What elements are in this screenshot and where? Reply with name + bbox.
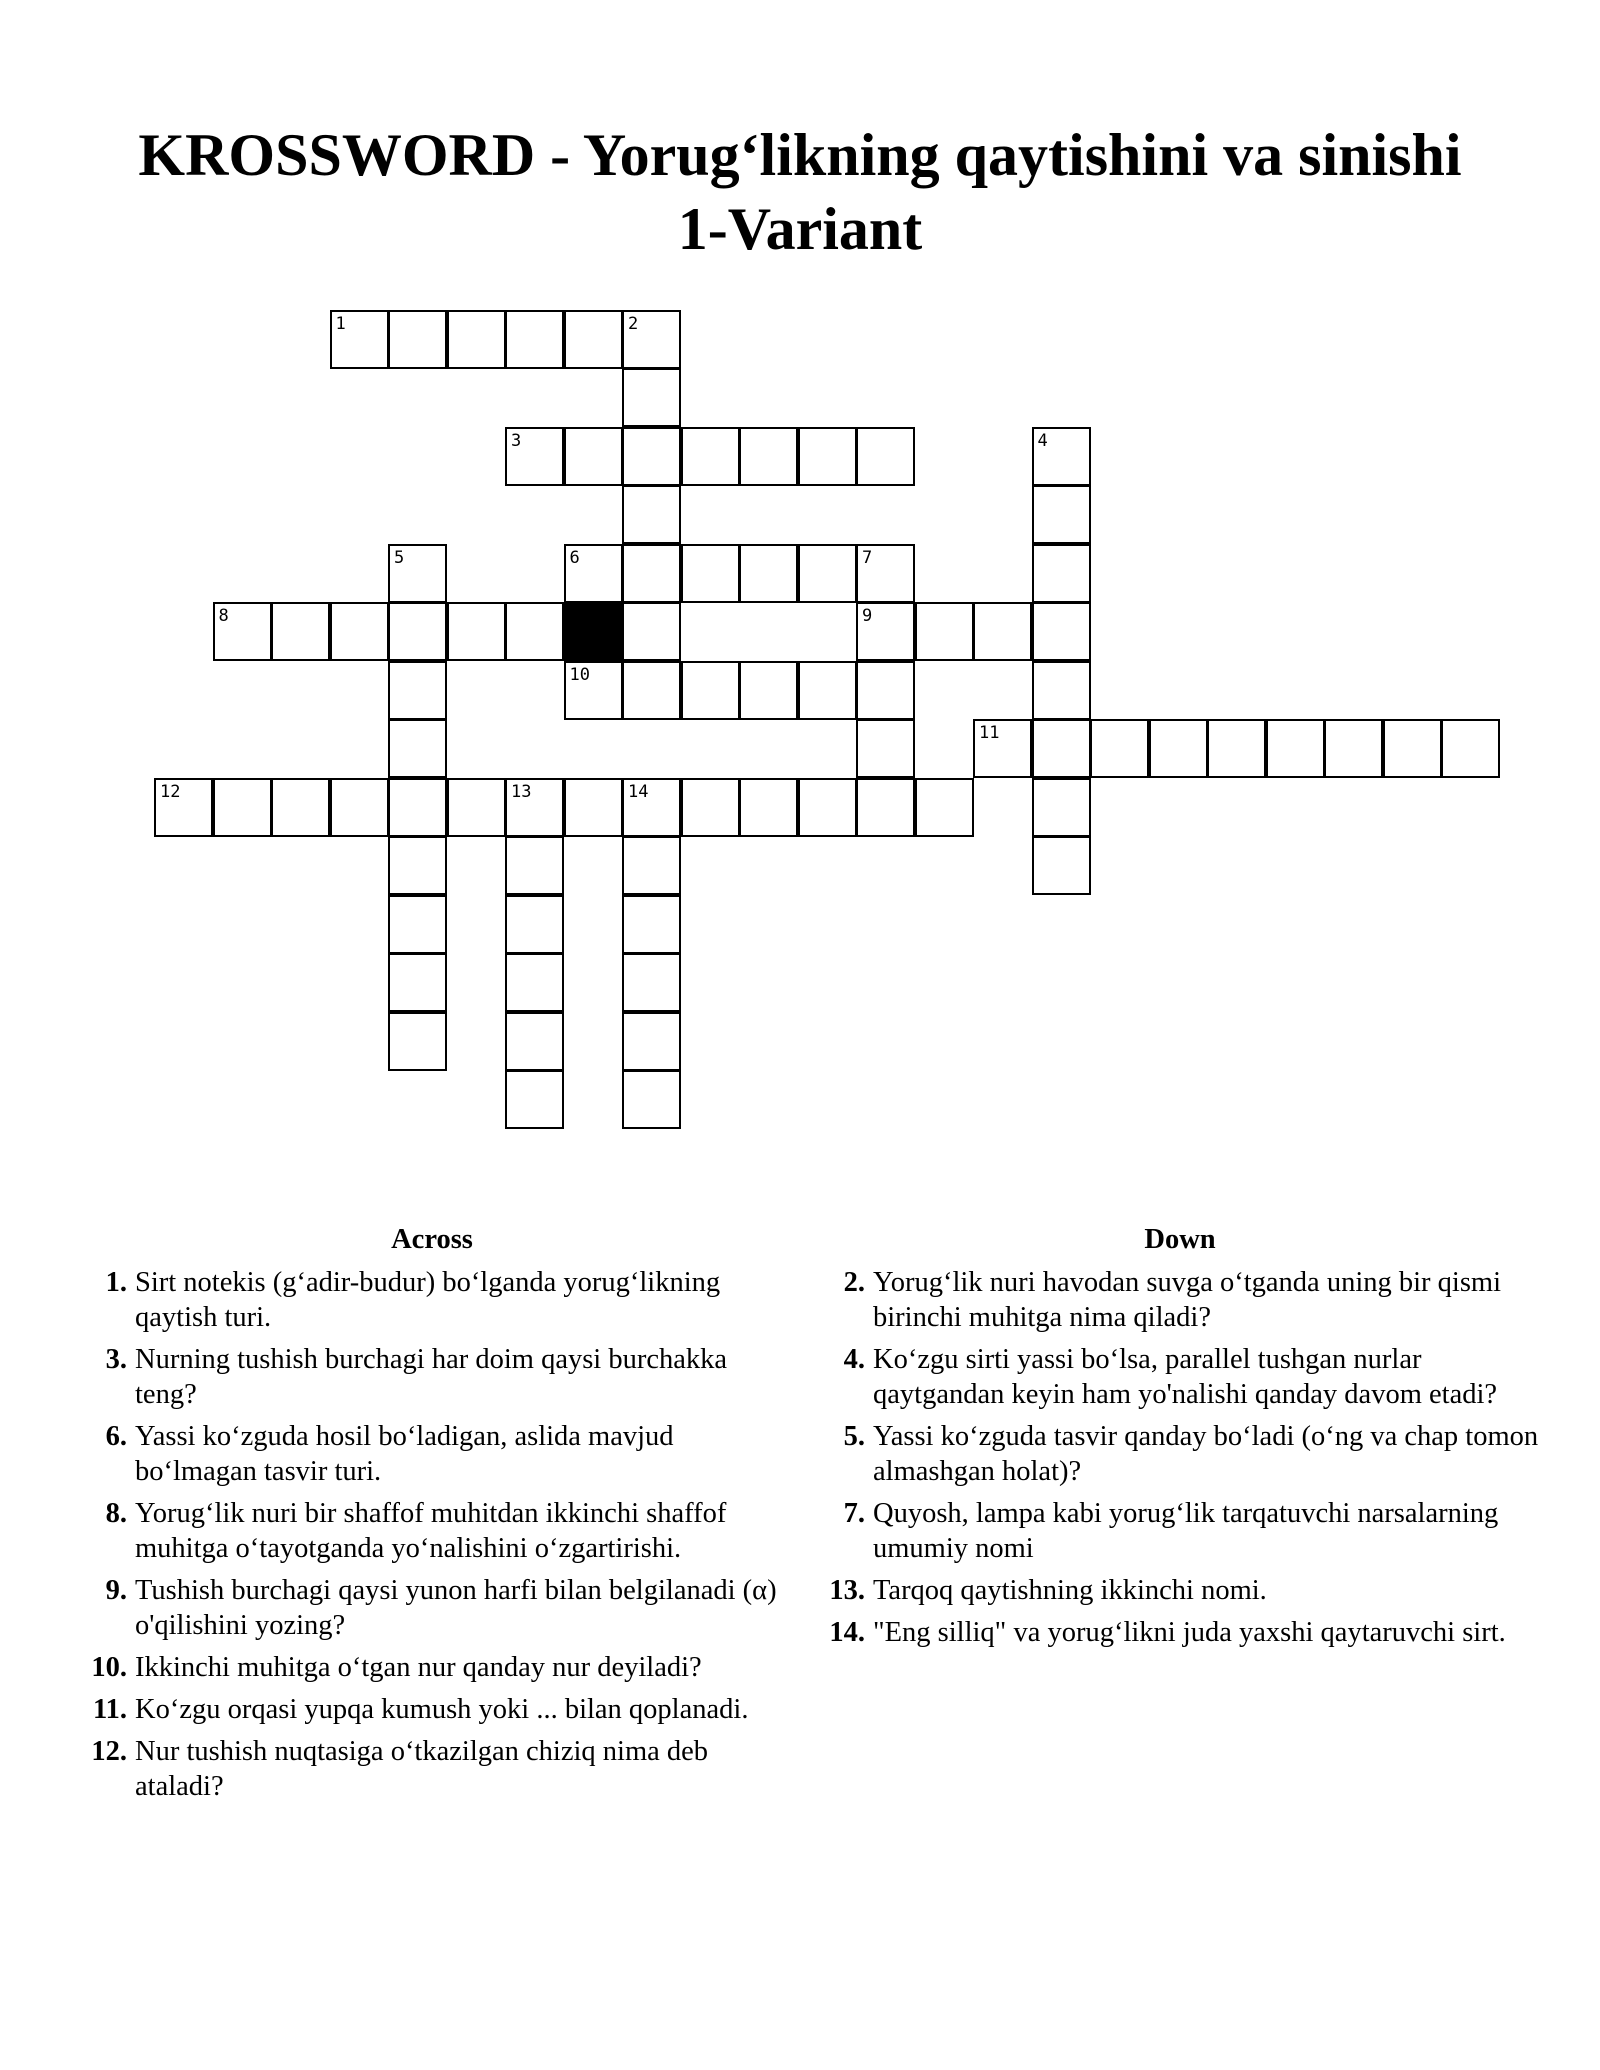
crossword-cell[interactable] bbox=[388, 895, 447, 954]
clue-number: 4. bbox=[843, 1344, 865, 1375]
across-heading: Across bbox=[391, 1224, 473, 1255]
clue-text: Ikkinchi muhitga oʻtgan nur qanday nur deyiladi? bbox=[135, 1652, 702, 1683]
crossword-cell[interactable] bbox=[798, 778, 857, 837]
cell-number: 3 bbox=[511, 430, 522, 451]
crossword-cell[interactable] bbox=[622, 661, 681, 720]
crossword-cell[interactable] bbox=[1149, 719, 1208, 778]
crossword-cell[interactable] bbox=[330, 778, 389, 837]
clue-text: Yassi koʻzguda tasvir qanday boʻladi (oʻng va chap tomon almashgan holat)? bbox=[873, 1421, 1539, 1487]
crossword-cell[interactable] bbox=[388, 1012, 447, 1071]
crossword-cell[interactable] bbox=[915, 602, 974, 661]
crossword-cell[interactable] bbox=[622, 427, 681, 486]
across-clue bbox=[82, 1573, 782, 1643]
crossword-cell[interactable] bbox=[739, 544, 798, 603]
crossword-cell[interactable] bbox=[271, 602, 330, 661]
down-clue bbox=[820, 1496, 1540, 1566]
crossword-cell[interactable] bbox=[505, 1012, 564, 1071]
down-clue bbox=[820, 1419, 1540, 1489]
crossword-cell[interactable] bbox=[622, 485, 681, 544]
clue-text: Nur tushish nuqtasiga oʻtkazilgan chiziq nima deb ataladi? bbox=[135, 1736, 709, 1802]
down-heading: Down bbox=[1144, 1224, 1216, 1255]
crossword-cell[interactable] bbox=[388, 836, 447, 895]
crossword-cell[interactable] bbox=[213, 602, 272, 661]
crossword-cell[interactable] bbox=[856, 778, 915, 837]
crossword-cell[interactable] bbox=[856, 544, 915, 603]
crossword-cell[interactable] bbox=[564, 427, 623, 486]
clue-text: Tarqoq qaytishning ikkinchi nomi. bbox=[873, 1575, 1267, 1606]
crossword-cell[interactable] bbox=[388, 778, 447, 837]
crossword-cell[interactable] bbox=[681, 661, 740, 720]
crossword-cell[interactable] bbox=[154, 778, 213, 837]
clue-number: 6. bbox=[105, 1421, 127, 1452]
across-clue bbox=[82, 1692, 782, 1727]
crossword-cell[interactable] bbox=[388, 310, 447, 369]
crossword-cell[interactable] bbox=[505, 836, 564, 895]
crossword-cell[interactable] bbox=[798, 544, 857, 603]
crossword-cell[interactable] bbox=[447, 310, 506, 369]
crossword-cell[interactable] bbox=[388, 602, 447, 661]
crossword-cell[interactable] bbox=[1032, 602, 1091, 661]
crossword-cell[interactable] bbox=[681, 778, 740, 837]
clue-text: Tushish burchagi qaysi yunon harfi bilan belgilanadi (α) o'qilishini yozing? bbox=[135, 1575, 777, 1641]
across-clue bbox=[82, 1265, 782, 1335]
crossword-cell[interactable] bbox=[856, 719, 915, 778]
clue-text: Yorugʻlik nuri havodan suvga oʻtganda uning bir qismi birinchi muhitga nima qiladi? bbox=[873, 1267, 1502, 1333]
crossword-cell[interactable] bbox=[856, 602, 915, 661]
crossword-cell[interactable] bbox=[973, 719, 1032, 778]
crossword-cell[interactable] bbox=[505, 427, 564, 486]
crossword-cell[interactable] bbox=[798, 661, 857, 720]
crossword-cell[interactable] bbox=[505, 895, 564, 954]
crossword-cell[interactable] bbox=[1383, 719, 1442, 778]
crossword-cell[interactable] bbox=[856, 427, 915, 486]
crossword-cell[interactable] bbox=[622, 836, 681, 895]
crossword-cell[interactable] bbox=[739, 661, 798, 720]
crossword-cell[interactable] bbox=[388, 719, 447, 778]
cell-number: 6 bbox=[569, 547, 580, 568]
crossword-black-cell bbox=[564, 602, 623, 661]
crossword-cell[interactable] bbox=[622, 544, 681, 603]
crossword-cell[interactable] bbox=[330, 602, 389, 661]
crossword-cell[interactable] bbox=[447, 602, 506, 661]
down-clue bbox=[820, 1615, 1540, 1650]
crossword-cell[interactable] bbox=[1266, 719, 1325, 778]
crossword-cell[interactable] bbox=[739, 778, 798, 837]
crossword-cell[interactable] bbox=[622, 953, 681, 1012]
cell-number: 12 bbox=[160, 781, 181, 802]
crossword-cell[interactable] bbox=[915, 778, 974, 837]
clue-text: "Eng silliq" va yorugʻlikni juda yaxshi qaytaruvchi sirt. bbox=[873, 1617, 1506, 1648]
crossword-cell[interactable] bbox=[622, 895, 681, 954]
crossword-cell[interactable] bbox=[564, 661, 623, 720]
clue-text: Nurning tushish burchagi har doim qaysi burchakka teng? bbox=[135, 1344, 728, 1410]
clue-number: 13. bbox=[829, 1575, 865, 1606]
clue-text: Koʻzgu sirti yassi boʻlsa, parallel tushgan nurlar qaytgandan keyin ham yo'nalishi qanday davom etadi? bbox=[873, 1344, 1498, 1410]
crossword-cell[interactable] bbox=[1324, 719, 1383, 778]
clue-number: 9. bbox=[105, 1575, 127, 1606]
crossword-cell[interactable] bbox=[1207, 719, 1266, 778]
across-clue bbox=[82, 1650, 782, 1685]
crossword-cell[interactable] bbox=[564, 310, 623, 369]
down-clues bbox=[820, 1222, 1540, 1657]
crossword-cell[interactable] bbox=[1032, 778, 1091, 837]
crossword-cell[interactable] bbox=[681, 427, 740, 486]
crossword-cell[interactable] bbox=[213, 778, 272, 837]
crossword-cell[interactable] bbox=[1090, 719, 1149, 778]
clue-number: 10. bbox=[91, 1652, 127, 1683]
clue-number: 8. bbox=[105, 1498, 127, 1529]
crossword-cell[interactable] bbox=[1032, 719, 1091, 778]
clue-text: Koʻzgu orqasi yupqa kumush yoki ... bilan qoplanadi. bbox=[135, 1694, 749, 1725]
cell-number: 11 bbox=[979, 723, 1000, 743]
crossword-cell[interactable] bbox=[505, 778, 564, 837]
crossword-cell[interactable] bbox=[447, 778, 506, 837]
crossword-cell[interactable] bbox=[330, 310, 389, 369]
cell-number: 14 bbox=[628, 781, 649, 802]
clue-number: 1. bbox=[105, 1267, 127, 1298]
crossword-cell[interactable] bbox=[973, 602, 1032, 661]
cell-number: 4 bbox=[1037, 430, 1048, 451]
crossword-cell[interactable] bbox=[1032, 661, 1091, 720]
across-clue-list bbox=[82, 1265, 782, 1804]
cell-number: 10 bbox=[569, 664, 590, 685]
crossword-cell[interactable] bbox=[505, 1070, 564, 1129]
crossword-cell[interactable] bbox=[739, 427, 798, 486]
crossword-cell[interactable] bbox=[564, 778, 623, 837]
cell-number: 13 bbox=[511, 781, 532, 802]
crossword-cell[interactable] bbox=[388, 544, 447, 603]
crossword-cell[interactable] bbox=[1032, 485, 1091, 544]
title-line-2: 1-Variant bbox=[677, 196, 923, 262]
down-clue-list bbox=[820, 1265, 1540, 1650]
crossword-cell[interactable] bbox=[1032, 836, 1091, 895]
clue-number: 7. bbox=[843, 1498, 865, 1529]
crossword-cell[interactable] bbox=[1032, 427, 1091, 486]
clue-number: 12. bbox=[91, 1736, 127, 1767]
crossword-cell[interactable] bbox=[505, 953, 564, 1012]
cell-number: 8 bbox=[218, 606, 229, 626]
clue-text: Sirt notekis (gʻadir-budur) boʻlganda yorugʻlikning qaytish turi. bbox=[135, 1267, 721, 1333]
crossword-cell[interactable] bbox=[505, 310, 564, 369]
across-clue bbox=[82, 1342, 782, 1412]
crossword-cell[interactable] bbox=[798, 427, 857, 486]
crossword-cell[interactable] bbox=[388, 661, 447, 720]
down-clue bbox=[820, 1573, 1540, 1608]
crossword-cell[interactable] bbox=[505, 602, 564, 661]
crossword-cell[interactable] bbox=[681, 544, 740, 603]
crossword-cell[interactable] bbox=[622, 368, 681, 427]
across-clue bbox=[82, 1496, 782, 1566]
across-clues bbox=[82, 1222, 782, 1811]
clue-number: 11. bbox=[92, 1694, 127, 1725]
crossword-cell[interactable] bbox=[1032, 544, 1091, 603]
cell-number: 5 bbox=[394, 547, 405, 568]
clue-number: 3. bbox=[105, 1344, 127, 1375]
cell-number: 1 bbox=[335, 313, 346, 334]
crossword-cell[interactable] bbox=[1441, 719, 1500, 778]
across-clue bbox=[82, 1734, 782, 1804]
cell-number: 2 bbox=[628, 313, 639, 334]
crossword-cell[interactable] bbox=[622, 778, 681, 837]
crossword-cell[interactable] bbox=[564, 544, 623, 603]
clue-number: 2. bbox=[843, 1267, 865, 1298]
cell-number: 7 bbox=[862, 547, 873, 568]
crossword-cell[interactable] bbox=[388, 953, 447, 1012]
clue-text: Quyosh, lampa kabi yorugʻlik tarqatuvchi narsalarning umumiy nomi bbox=[873, 1498, 1499, 1564]
clue-text: Yassi koʻzguda hosil boʻladigan, aslida mavjud boʻlmagan tasvir turi. bbox=[135, 1421, 674, 1487]
title-line-1: KROSSWORD - Yorugʻlikning qaytishini va sinishi bbox=[138, 122, 1462, 188]
clue-text: Yorugʻlik nuri bir shaffof muhitdan ikkinchi shaffof muhitga oʻtayotganda yoʻnalishini oʻzgartirishi. bbox=[135, 1498, 727, 1564]
crossword-cell[interactable] bbox=[271, 778, 330, 837]
clue-number: 14. bbox=[829, 1617, 865, 1648]
crossword-cell[interactable] bbox=[622, 602, 681, 661]
clue-number: 5. bbox=[843, 1421, 865, 1452]
crossword-cell[interactable] bbox=[856, 661, 915, 720]
crossword-cell[interactable] bbox=[622, 1012, 681, 1071]
across-clue bbox=[82, 1419, 782, 1489]
down-clue bbox=[820, 1265, 1540, 1335]
cell-number: 9 bbox=[862, 606, 873, 626]
down-clue bbox=[820, 1342, 1540, 1412]
crossword-cell[interactable] bbox=[622, 1070, 681, 1129]
crossword-cell[interactable] bbox=[622, 310, 681, 369]
